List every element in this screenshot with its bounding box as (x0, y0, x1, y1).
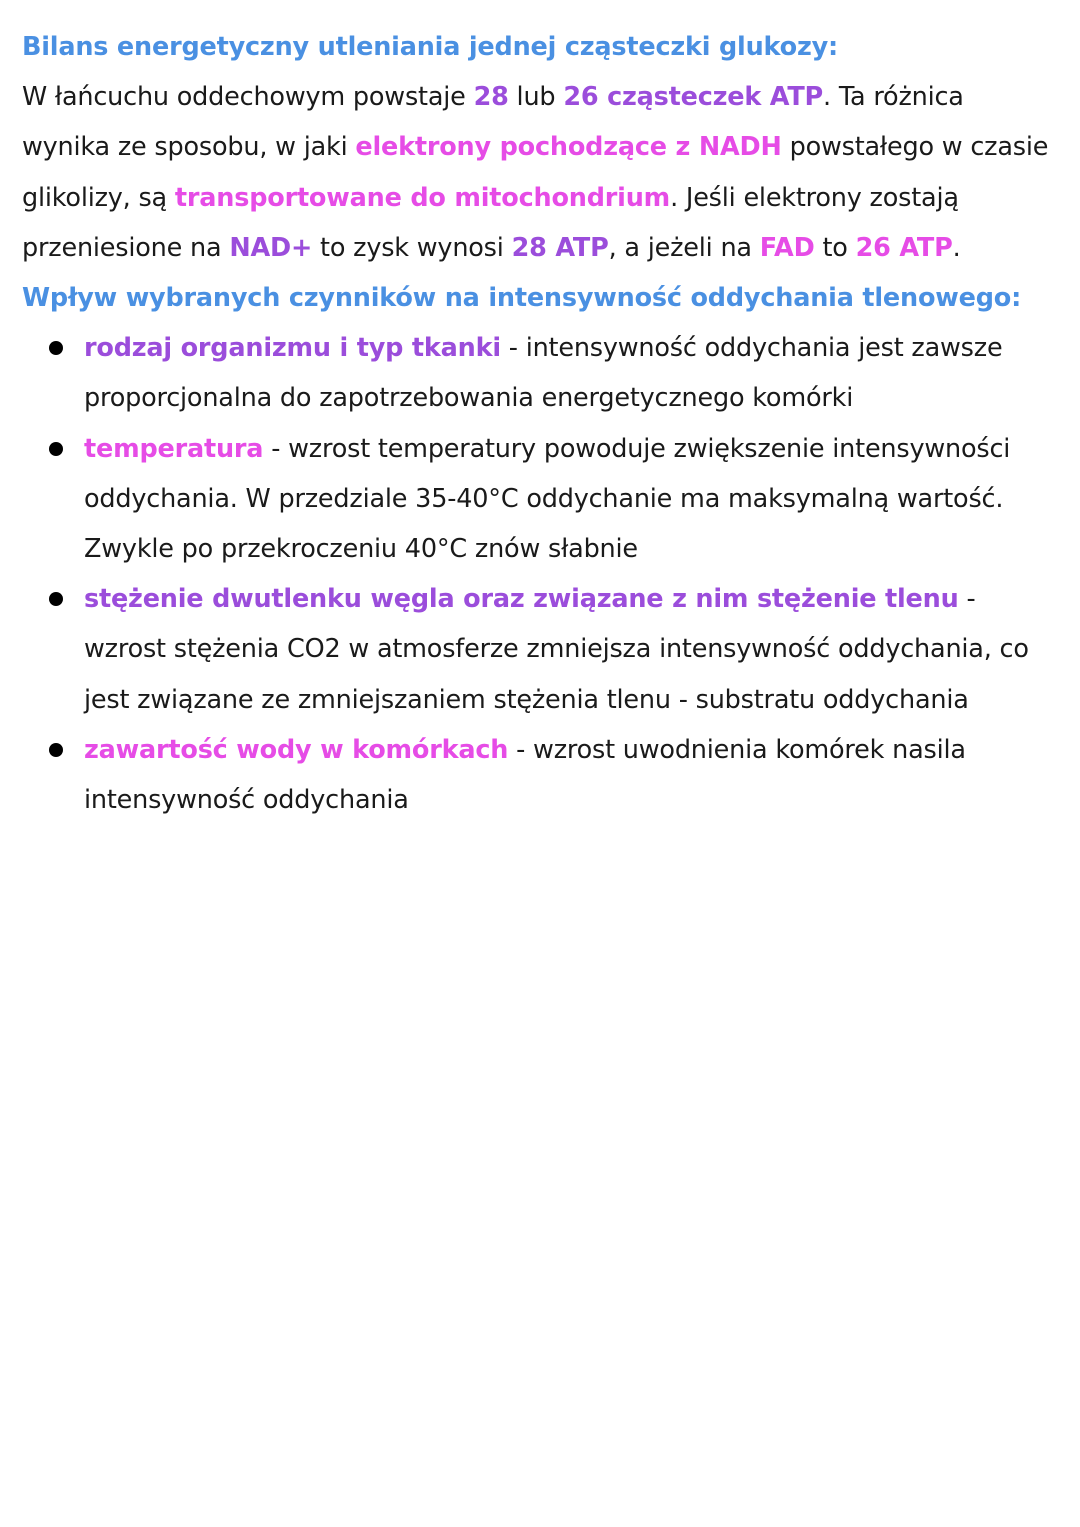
text-segment: . Jeśli elektrony zostają przeniesione na (22, 182, 959, 263)
highlight-mitochondrium: transportowane do mitochondrium (174, 182, 671, 213)
text-segment: . (952, 232, 961, 263)
list-item (22, 323, 1058, 423)
factor-description: - intensywność oddychania jest zawsze proporcjonalna do zapotrzebowania energetycznego komórki (84, 333, 1003, 414)
factor-term: temperatura (84, 433, 264, 464)
highlight-nadh-electrons: elektrony pochodzące z NADH (355, 132, 782, 163)
list-item (22, 725, 1058, 825)
text-segment: lub (508, 82, 564, 113)
factor-term: rodzaj organizmu i typ tkanki (84, 333, 501, 364)
text-segment: W łańcuchu oddechowym powstaje (22, 82, 474, 113)
text-segment: powstałego w czasie glikolizy, są (22, 132, 1049, 213)
list-item (22, 424, 1058, 575)
text-segment: . Ta różnica wynika ze sposobu, w jaki (22, 82, 964, 163)
factor-description: - wzrost stężenia CO2 w atmosferze zmniejsza intensywność oddychania, co jest związane ze zmniejszaniem stężenia tlenu - substratu oddychania (84, 584, 1029, 715)
text-segment: , a jeżeli na (608, 232, 760, 263)
highlight-fad: FAD (759, 232, 815, 263)
section-heading-factors: Wpływ wybranych czynników na intensywność oddychania tlenowego: (22, 283, 1022, 314)
text-segment: to zysk wynosi (312, 232, 512, 263)
highlight-26-atp-fad: 26 ATP (855, 232, 953, 263)
document-page (22, 22, 1058, 825)
factor-term: stężenie dwutlenku węgla oraz związane z nim stężenie tlenu (84, 584, 959, 615)
highlight-nad-plus: NAD+ (229, 232, 313, 263)
highlight-28: 28 (473, 82, 509, 113)
factor-description: - wzrost uwodnienia komórek nasila intensywność oddychania (84, 734, 966, 816)
bullet-dot-icon (49, 592, 63, 606)
text-segment: to (814, 232, 856, 263)
bullet-dot-icon (49, 442, 63, 456)
bullet-dot-icon (49, 743, 63, 757)
factors-list (22, 323, 1058, 825)
bullet-dot-icon (49, 341, 63, 355)
energy-balance-paragraph (22, 72, 1058, 273)
highlight-28-atp: 28 ATP (511, 232, 609, 263)
list-item (22, 574, 1058, 725)
factor-term: zawartość wody w komórkach (84, 734, 509, 765)
highlight-26-atp: 26 cząsteczek ATP (563, 82, 824, 113)
section-heading-energy-balance: Bilans energetyczny utleniania jednej cząsteczki glukozy: (22, 32, 839, 62)
factor-description: - wzrost temperatury powoduje zwiększenie intensywności oddychania. W przedziale 35-40°C oddychanie ma maksymalną wartość. Zwykle po przekroczeniu 40°C znów słabnie (84, 433, 1011, 565)
